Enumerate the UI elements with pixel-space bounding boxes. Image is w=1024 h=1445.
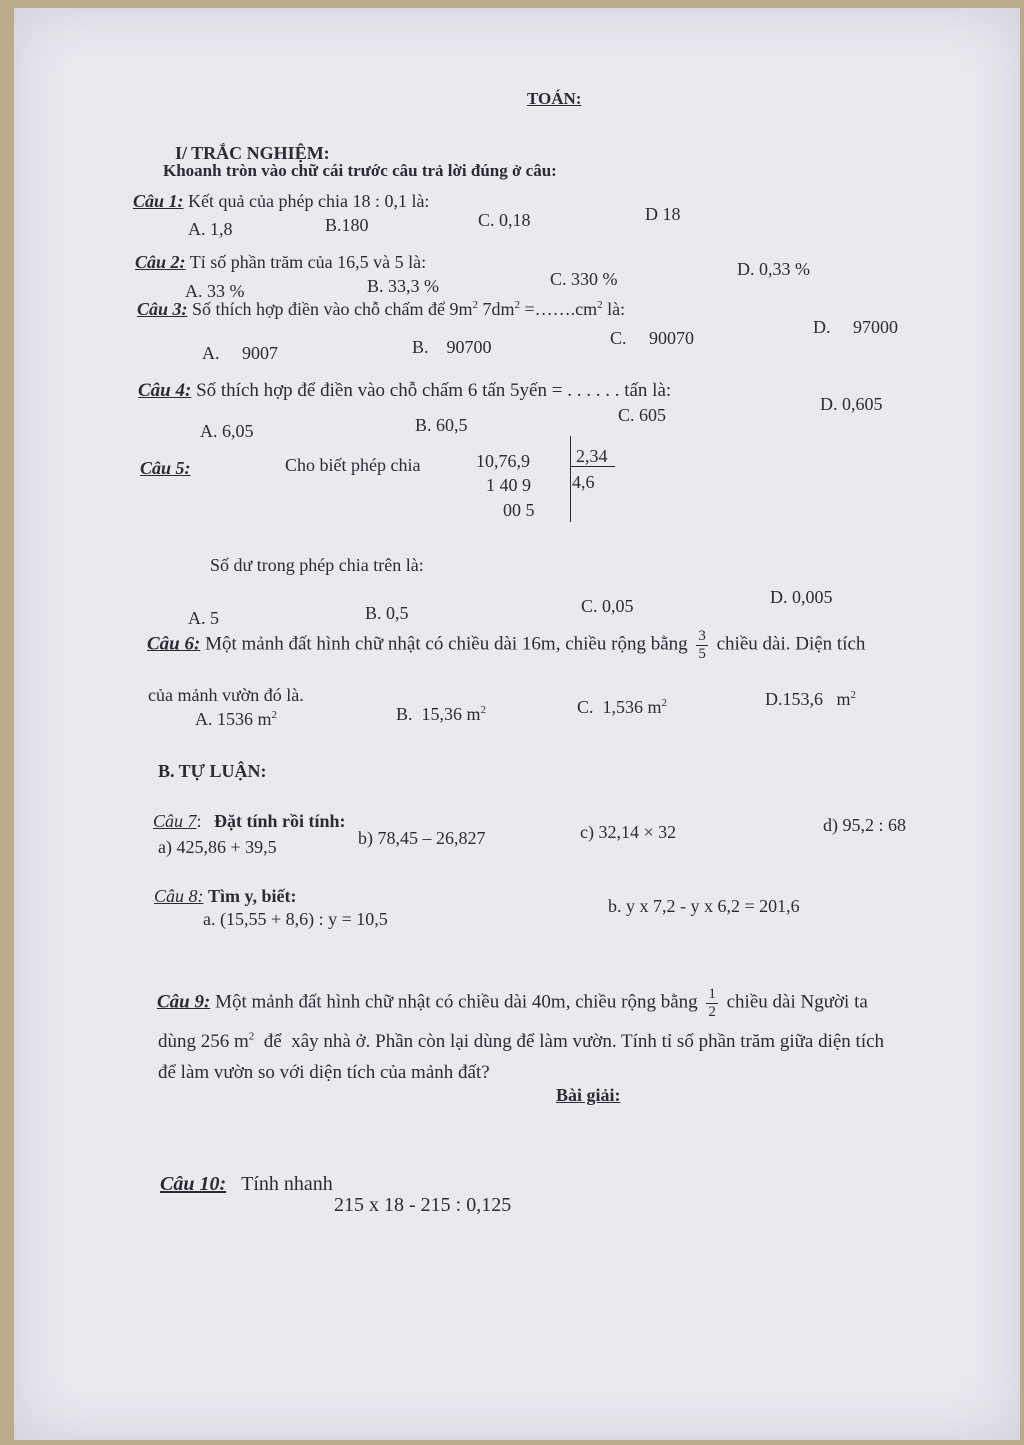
q5-option-c: C. 0,05 xyxy=(581,596,634,616)
question-6-text-post: chiều dài. Diện tích xyxy=(716,633,866,655)
question-6-text-pre: Một mảnh đất hình chữ nhật có chiều dài 16m, chiều rộng bằng xyxy=(205,633,688,655)
q6-option-a xyxy=(195,710,277,728)
question-9-line-2-post: để xây nhà ở. Phần còn lại dùng để làm vườn. Tính tỉ số phần trăm giữa diện tích xyxy=(254,1031,885,1052)
q4-option-c: C. 605 xyxy=(618,405,667,425)
division-vertical-line xyxy=(570,436,571,522)
fraction-denominator: 2 xyxy=(708,1003,716,1020)
question-9-label: Câu 9: xyxy=(157,991,211,1013)
q6-option-d-text: D.153,6 m xyxy=(765,689,851,709)
division-quotient: 4,6 xyxy=(572,472,595,492)
instruction-text: Khoanh tròn vào chữ cái trước câu trả lời đúng ở câu: xyxy=(163,161,557,180)
q6-option-c xyxy=(577,698,667,716)
question-5-label: Câu 5: xyxy=(140,458,191,478)
question-6-label: Câu 6: xyxy=(147,633,201,655)
q6-option-b xyxy=(396,705,486,723)
section-heading-essay: B. TỰ LUẬN: xyxy=(158,761,267,781)
question-7 xyxy=(153,812,346,830)
question-6-line-2: của mảnh vườn đó là. xyxy=(148,685,304,705)
question-9-text-post: chiều dài Người ta xyxy=(726,991,868,1013)
q3-option-b: B. 90700 xyxy=(412,337,492,357)
division-line-2: 1 40 9 xyxy=(486,475,531,495)
question-10-label: Câu 10: xyxy=(160,1173,227,1195)
q6-option-b-text: B. 15,36 m xyxy=(396,704,481,724)
q7-part-a: a) 425,86 + 39,5 xyxy=(158,837,277,857)
question-4-label: Câu 4: xyxy=(138,380,192,401)
section-heading-multiple-choice: I/ TRẮC NGHIỆM: xyxy=(175,143,330,163)
question-9-line-3: để làm vườn so với diện tích của mảnh đất? xyxy=(158,1062,490,1083)
q5-option-a: A. 5 xyxy=(188,608,219,628)
fraction-numerator: 3 xyxy=(698,628,706,644)
question-6 xyxy=(147,628,865,662)
q3-sup-2: 2 xyxy=(514,299,520,311)
q5-option-b: B. 0,5 xyxy=(365,603,409,623)
q6-option-b-sup: 2 xyxy=(480,704,487,716)
q8-part-b: b. y x 7,2 - y x 6,2 = 201,6 xyxy=(608,896,800,916)
division-dividend: 10,76,9 xyxy=(476,451,530,471)
question-9-line-2-pre: dùng 256 m xyxy=(158,1031,249,1052)
q2-option-d: D. 0,33 % xyxy=(737,259,810,279)
division-remainder-line: 00 5 xyxy=(503,500,535,520)
question-3-text-eq: =…….cm xyxy=(520,299,598,319)
question-2 xyxy=(135,253,426,271)
q7-part-c: c) 32,14 × 32 xyxy=(580,822,677,842)
question-7-colon: : xyxy=(196,811,202,831)
question-10-text: Tính nhanh xyxy=(241,1173,333,1195)
question-1-text: Kết quả của phép chia 18 : 0,1 là: xyxy=(188,191,430,211)
q7-part-d: d) 95,2 : 68 xyxy=(823,815,906,835)
q5-option-d: D. 0,005 xyxy=(770,587,833,607)
division-divisor: 2,34 xyxy=(576,446,608,466)
question-10-expression: 215 x 18 - 215 : 0,125 xyxy=(334,1194,512,1216)
q1-option-a: A. 1,8 xyxy=(188,219,233,239)
question-7-label: Câu 7 xyxy=(153,811,197,831)
question-3-text-mid: 7dm xyxy=(477,299,515,319)
q6-option-a-text: A. 1536 m xyxy=(195,709,272,729)
q3-option-d: D. 97000 xyxy=(813,317,898,337)
question-3-text-post: là: xyxy=(602,299,626,319)
question-9 xyxy=(157,986,868,1020)
q2-option-b: B. 33,3 % xyxy=(367,276,439,296)
q6-option-c-sup: 2 xyxy=(661,697,668,709)
question-8-label: Câu 8: xyxy=(154,886,204,906)
q1-option-b: B.180 xyxy=(325,215,369,235)
q6-option-d-sup: 2 xyxy=(850,689,856,701)
question-9-text-pre: Một mảnh đất hình chữ nhật có chiều dài 40m, chiều rộng bằng xyxy=(215,991,698,1013)
question-10 xyxy=(160,1174,333,1194)
q3-option-a: A. 9007 xyxy=(202,343,278,363)
question-8 xyxy=(154,887,297,905)
question-1-label: Câu 1: xyxy=(133,191,184,211)
fraction-1-2 xyxy=(706,986,718,1020)
q3-sup-1: 2 xyxy=(472,299,478,311)
question-2-text: Tỉ số phần trăm của 16,5 và 5 là: xyxy=(189,252,427,272)
question-8-title: Tìm y, biết: xyxy=(208,886,297,906)
question-1 xyxy=(133,192,429,210)
question-9-line-2 xyxy=(158,1032,884,1051)
q1-option-c: C. 0,18 xyxy=(478,210,531,230)
q4-option-b: B. 60,5 xyxy=(415,415,468,435)
question-3-text-pre: Số thích hợp điền vào chỗ chấm để 9m xyxy=(192,299,473,319)
q8-part-a: a. (15,55 + 8,6) : y = 10,5 xyxy=(203,909,388,929)
question-7-title: Đặt tính rồi tính: xyxy=(214,811,346,831)
page-title: TOÁN: xyxy=(527,89,582,108)
q2-option-a: A. 33 % xyxy=(185,281,245,301)
question-9-sup: 2 xyxy=(248,1030,255,1043)
question-3-label: Câu 3: xyxy=(137,299,188,319)
q2-option-c: C. 330 % xyxy=(550,269,618,289)
question-3 xyxy=(137,300,625,318)
solution-heading: Bài giải: xyxy=(556,1085,621,1105)
q1-option-d: D 18 xyxy=(645,204,681,224)
question-5-subtext: Số dư trong phép chia trên là: xyxy=(210,555,424,575)
fraction-3-5 xyxy=(696,628,708,662)
question-4-text: Số thích hợp để điền vào chỗ chấm 6 tấn 5yến = . . . . . . tấn là: xyxy=(196,380,672,401)
q4-option-a: A. 6,05 xyxy=(200,421,254,441)
q6-option-d xyxy=(765,690,856,708)
q3-option-c: C. 90070 xyxy=(610,328,695,348)
fraction-denominator: 5 xyxy=(698,645,706,662)
q7-part-b: b) 78,45 – 26,827 xyxy=(358,828,486,848)
question-4 xyxy=(138,381,671,400)
fraction-numerator: 1 xyxy=(708,986,716,1002)
division-horizontal-line xyxy=(571,466,615,467)
q4-option-d: D. 0,605 xyxy=(820,394,883,414)
question-5-text: Cho biết phép chia xyxy=(285,455,421,475)
q6-option-a-sup: 2 xyxy=(271,709,277,721)
question-2-label: Câu 2: xyxy=(135,252,186,272)
q3-sup-3: 2 xyxy=(597,299,603,311)
q6-option-c-text: C. 1,536 m xyxy=(577,697,662,717)
